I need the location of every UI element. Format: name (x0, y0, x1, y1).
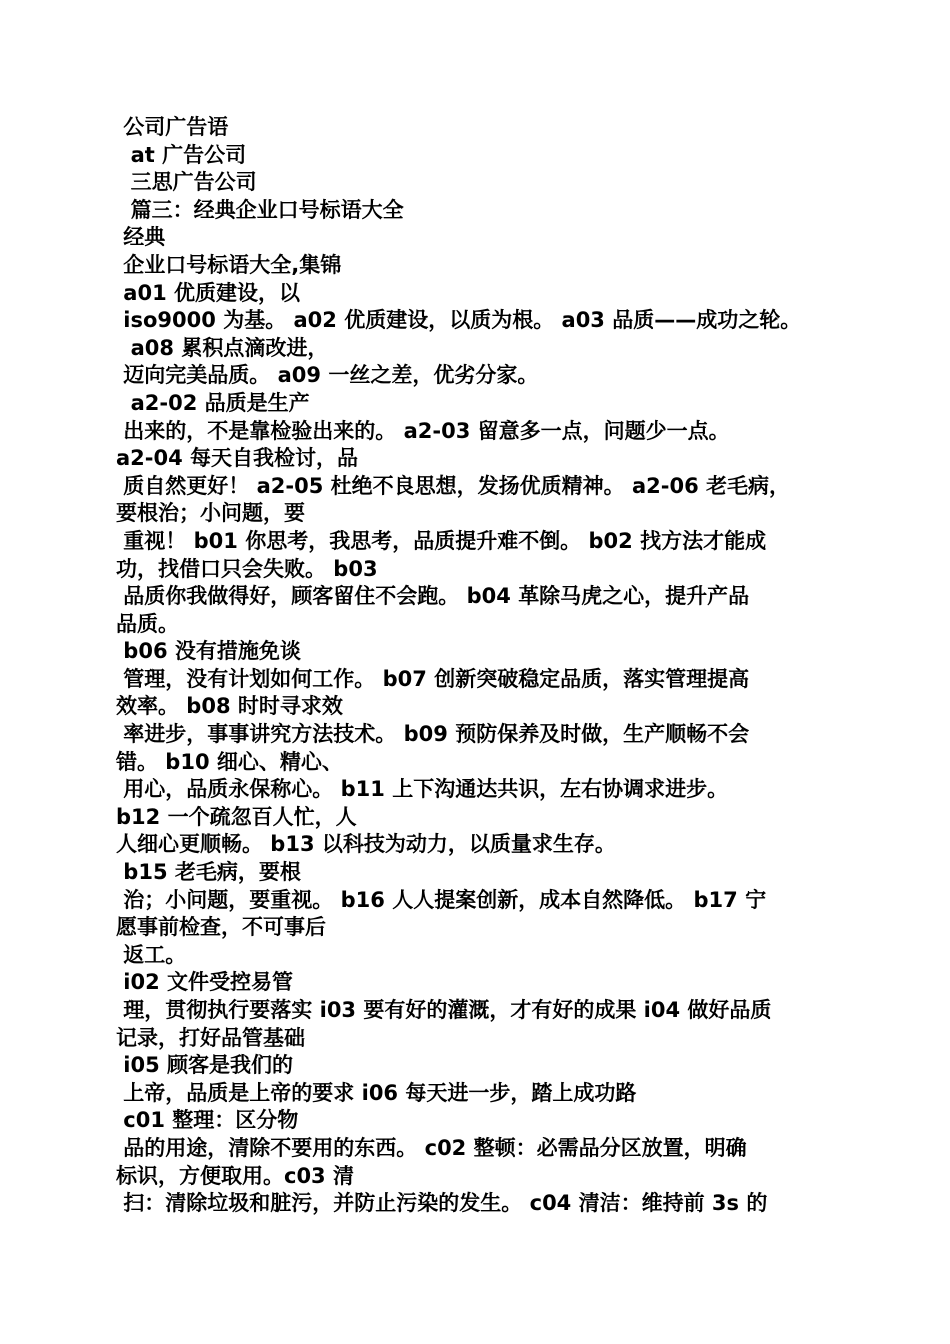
text-line: 管理，没有计划如何工作。 b07 创新突破稳定品质，落实管理提高 (116, 666, 750, 691)
text-line: 扫：清除垃圾和脏污，并防止污染的发生。 c04 清洁：维持前 3s 的 (116, 1191, 768, 1216)
text-line: 上帝，品质是上帝的要求 i06 每天进一步，踏上成功路 (116, 1080, 637, 1105)
text-line: 三思广告公司 (116, 170, 257, 195)
text-line: b06 没有措施免谈 (116, 639, 301, 664)
text-line: b12 一个疏忽百人忙，人 (116, 804, 357, 829)
text-line: b15 老毛病，要根 (116, 860, 301, 885)
text-line: c01 整理：区分物 (116, 1108, 299, 1133)
text-line: i05 顾客是我们的 (116, 1053, 294, 1078)
text-line: at 广告公司 (116, 142, 247, 167)
text-line: a2-04 每天自我检讨，品 (116, 446, 359, 471)
text-line: 效率。 b08 时时寻求效 (116, 694, 343, 719)
text-line: i02 文件受控易管 (116, 970, 294, 995)
text-line: iso9000 为基。 a02 优质建设，以质为根。 a03 品质——成功之轮。 (116, 308, 802, 333)
text-line: 人细心更顺畅。 b13 以科技为动力，以质量求生存。 (116, 832, 616, 857)
text-line: 经典 (116, 225, 166, 250)
text-line: 要根治；小问题，要 (116, 501, 305, 526)
text-line: 重视！ b01 你思考，我思考，品质提升难不倒。 b02 找方法才能成 (116, 528, 767, 553)
text-line: 愿事前检查，不可事后 (116, 915, 326, 940)
text-line: 出来的，不是靠检验出来的。 a2-03 留意多一点，问题少一点。 (116, 418, 730, 443)
text-line: 治；小问题，要重视。 b16 人人提案创新，成本自然降低。 b17 宁 (116, 887, 767, 912)
text-line: 记录，打好品管基础 (116, 1025, 305, 1050)
text-line: 公司广告语 (116, 115, 229, 139)
text-line: 质自然更好！ a2-05 杜绝不良思想，发扬优质精神。 a2-06 老毛病， (116, 473, 790, 498)
text-line: 品质。 (116, 611, 179, 636)
text-line: 用心，品质永保称心。 b11 上下沟通达共识，左右协调求进步。 (116, 777, 729, 802)
text-line: 功，找借口只会失败。 b03 (116, 556, 378, 581)
text-line: 企业口号标语大全,集锦 (116, 252, 342, 277)
text-line: 品的用途，清除不要用的东西。 c02 整顿：必需品分区放置，明确 (116, 1135, 747, 1160)
text-line: a2-02 品质是生产 (116, 390, 310, 415)
text-line: 标识，方便取用。c03 清 (116, 1163, 354, 1188)
text-line: 迈向完美品质。 a09 一丝之差，优劣分家。 (116, 363, 539, 388)
text-line: a01 优质建设，以 (116, 280, 301, 305)
text-line: 率进步，事事讲究方法技术。 b09 预防保养及时做，生产顺畅不会 (116, 722, 750, 747)
text-line: 品质你我做得好，顾客留住不会跑。 b04 革除马虎之心，提升产品 (116, 584, 750, 609)
text-line: 返工。 (116, 942, 187, 967)
text-line: a08 累积点滴改进， (116, 335, 329, 360)
document-body (116, 114, 846, 1218)
text-line: 理，贯彻执行要落实 i03 要有好的灌溉，才有好的成果 i04 做好品质 (116, 998, 772, 1022)
text-line: 错。 b10 细心、精心、 (116, 749, 343, 774)
text-line: 篇三：经典企业口号标语大全 (116, 197, 404, 222)
